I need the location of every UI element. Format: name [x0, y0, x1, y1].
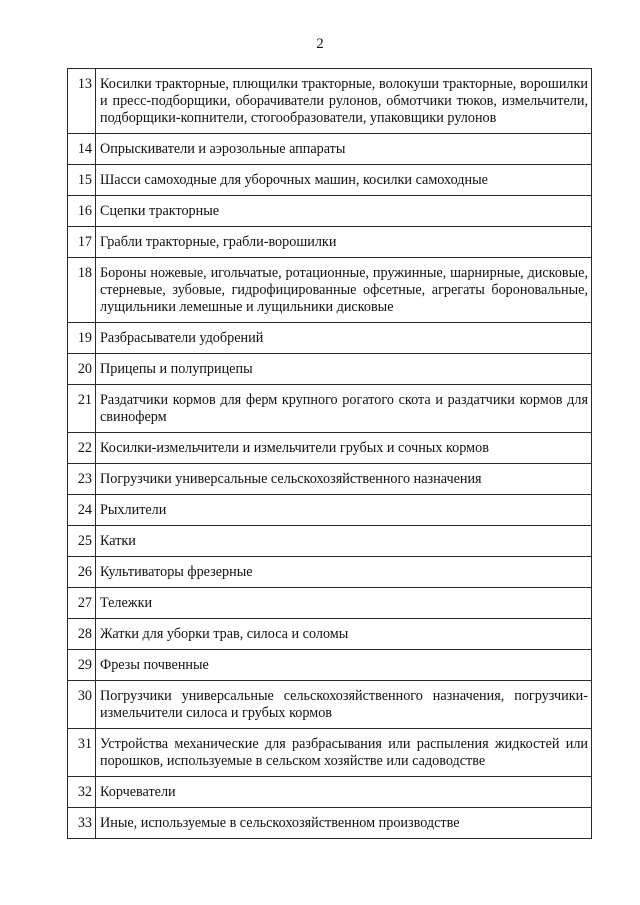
table-row — [68, 588, 592, 619]
table-row — [68, 196, 592, 227]
row-number: 19 — [68, 323, 96, 354]
row-number: 20 — [68, 354, 96, 385]
row-description: Корчеватели — [96, 777, 592, 808]
row-number: 28 — [68, 619, 96, 650]
row-description: Устройства механические для разбрасывания или распыления жидкостей или порошков, используемые в сельском хозяйстве или садоводстве — [96, 729, 592, 777]
table-row — [68, 69, 592, 134]
table-row — [68, 258, 592, 323]
table-row — [68, 808, 592, 839]
row-number: 18 — [68, 258, 96, 323]
table-row — [68, 526, 592, 557]
table-row — [68, 681, 592, 729]
table-row — [68, 134, 592, 165]
table-row — [68, 354, 592, 385]
row-description: Катки — [96, 526, 592, 557]
row-number: 21 — [68, 385, 96, 433]
table-row — [68, 433, 592, 464]
row-description: Бороны ножевые, игольчатые, ротационные, пружинные, шарнирные, дисковые, стерневые, зубовые, гидрофицированные офсетные, агрегаты бороновальные, лущильники лемешные и лущильники дисковые — [96, 258, 592, 323]
table-row — [68, 385, 592, 433]
row-description: Сцепки тракторные — [96, 196, 592, 227]
row-description: Тележки — [96, 588, 592, 619]
table-row — [68, 464, 592, 495]
row-number: 27 — [68, 588, 96, 619]
table-row — [68, 619, 592, 650]
table-row — [68, 777, 592, 808]
row-number: 31 — [68, 729, 96, 777]
row-number: 23 — [68, 464, 96, 495]
row-description: Грабли тракторные, грабли-ворошилки — [96, 227, 592, 258]
table-row — [68, 557, 592, 588]
row-description: Опрыскиватели и аэрозольные аппараты — [96, 134, 592, 165]
row-description: Косилки-измельчители и измельчители грубых и сочных кормов — [96, 433, 592, 464]
row-description: Погрузчики универсальные сельскохозяйственного назначения — [96, 464, 592, 495]
table-row — [68, 729, 592, 777]
table-row — [68, 495, 592, 526]
table-row — [68, 650, 592, 681]
row-number: 32 — [68, 777, 96, 808]
row-description: Рыхлители — [96, 495, 592, 526]
table-body — [68, 69, 592, 839]
row-number: 26 — [68, 557, 96, 588]
row-description: Шасси самоходные для уборочных машин, косилки самоходные — [96, 165, 592, 196]
row-number: 17 — [68, 227, 96, 258]
row-description: Раздатчики кормов для ферм крупного рогатого скота и раздатчики кормов для свиноферм — [96, 385, 592, 433]
row-number: 30 — [68, 681, 96, 729]
page-number: 2 — [316, 36, 324, 52]
row-description: Культиваторы фрезерные — [96, 557, 592, 588]
row-number: 29 — [68, 650, 96, 681]
row-number: 25 — [68, 526, 96, 557]
row-number: 15 — [68, 165, 96, 196]
row-description: Косилки тракторные, плющилки тракторные, волокуши тракторные, ворошилки и пресс-подборщики, оборачиватели рулонов, обмотчики тюков, измельчители, подборщики-копнители, стогообразователи, упаковщики рулонов — [96, 69, 592, 134]
table-row — [68, 165, 592, 196]
row-number: 33 — [68, 808, 96, 839]
table-row — [68, 323, 592, 354]
row-number: 14 — [68, 134, 96, 165]
row-number: 13 — [68, 69, 96, 134]
row-description: Фрезы почвенные — [96, 650, 592, 681]
machinery-list-table — [67, 68, 592, 839]
row-number: 16 — [68, 196, 96, 227]
row-description: Иные, используемые в сельскохозяйственном производстве — [96, 808, 592, 839]
row-description: Разбрасыватели удобрений — [96, 323, 592, 354]
row-description: Жатки для уборки трав, силоса и соломы — [96, 619, 592, 650]
table-row — [68, 227, 592, 258]
row-description: Прицепы и полуприцепы — [96, 354, 592, 385]
row-description: Погрузчики универсальные сельскохозяйственного назначения, погрузчики-измельчители силоса и грубых кормов — [96, 681, 592, 729]
row-number: 24 — [68, 495, 96, 526]
row-number: 22 — [68, 433, 96, 464]
